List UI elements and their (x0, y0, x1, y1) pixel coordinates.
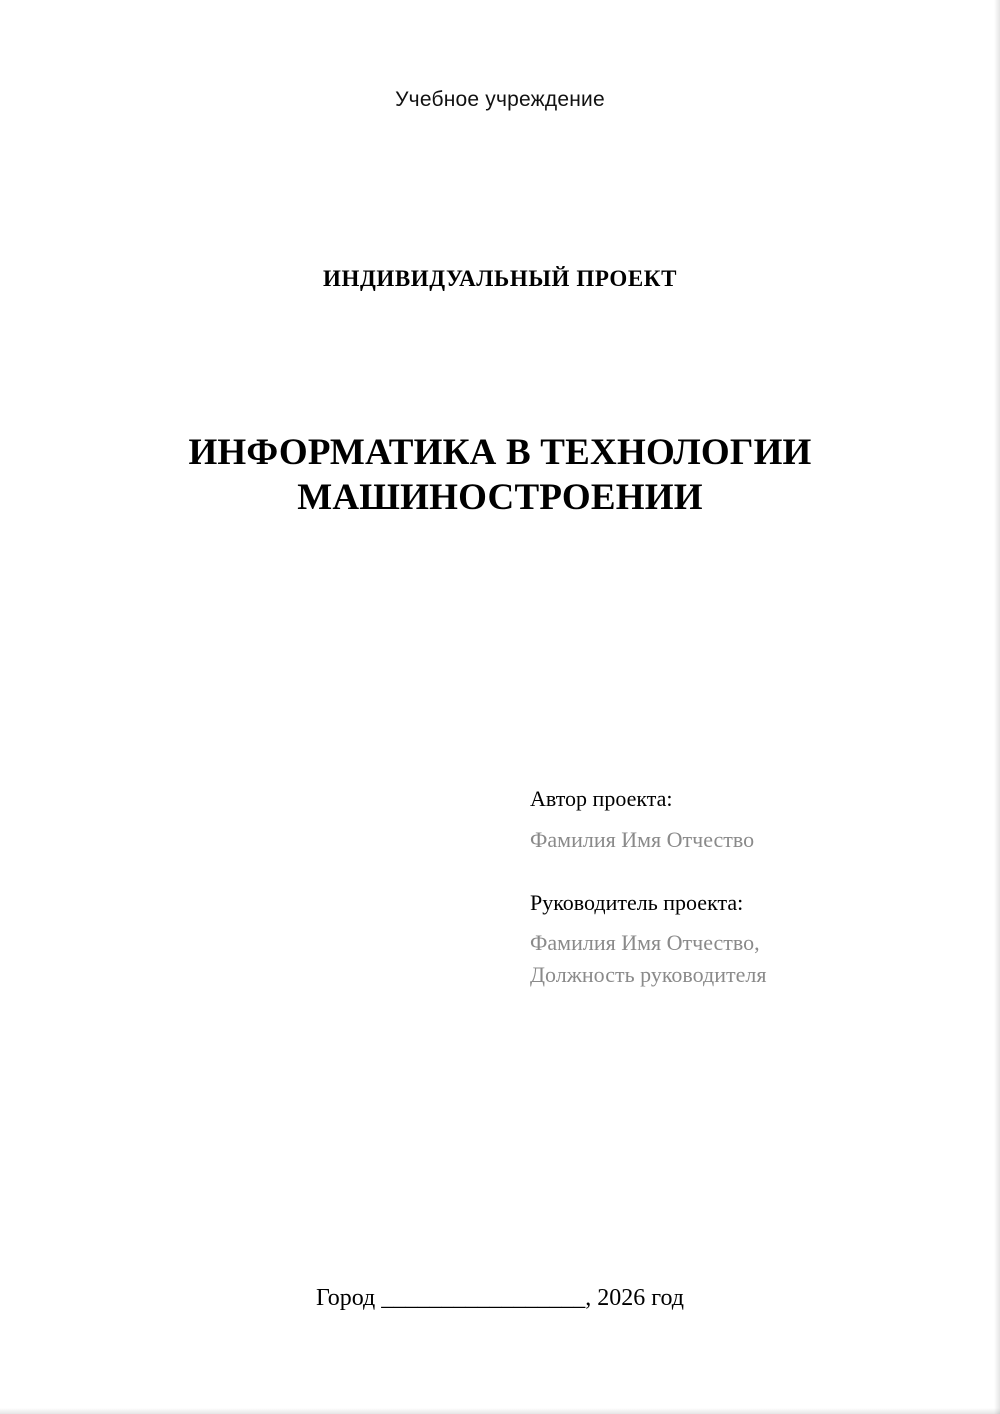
supervisor-value-line-2: Должность руководителя (530, 962, 767, 988)
supervisor-value-line-1: Фамилия Имя Отчество, (530, 930, 760, 956)
page-title-line-2: МАШИНОСТРОЕНИИ (297, 477, 703, 519)
page-footer-city-year: Город _________________, 2026 год (315, 1285, 685, 1311)
document-type: ИНДИВИДУАЛЬНЫЙ ПРОЕКТ (322, 266, 678, 291)
author-label: Автор проекта: (530, 786, 673, 811)
credits-block (530, 784, 930, 991)
page-title-line-1: ИНФОРМАТИКА В ТЕХНОЛОГИИ (188, 432, 812, 473)
author-block (530, 784, 930, 856)
author-value: Фамилия Имя Отчество (530, 826, 755, 852)
supervisor-block (530, 888, 930, 991)
supervisor-label: Руководитель проекта: (530, 889, 744, 915)
institution-name: Учебное учреждение (395, 88, 605, 111)
page-title (120, 430, 880, 520)
